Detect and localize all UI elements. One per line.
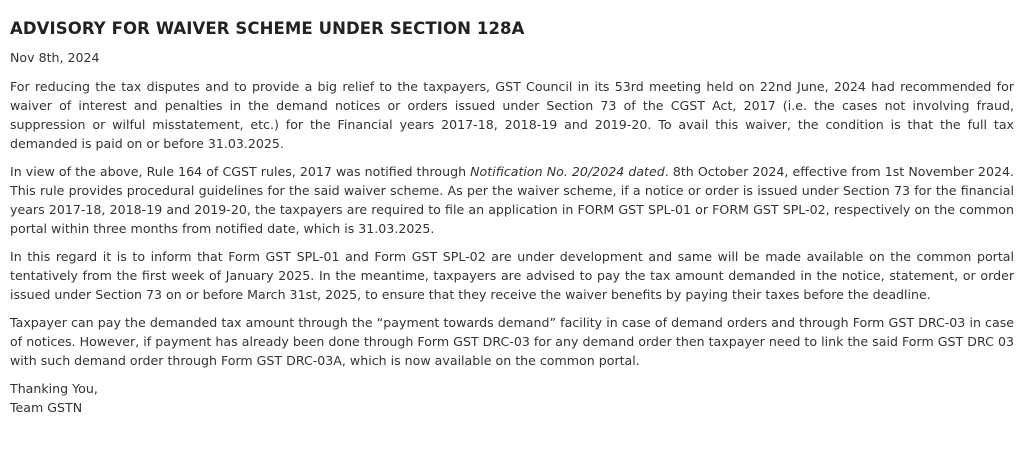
- paragraph-rule-164-intro: In view of the above, Rule 164 of CGST rules, 2017 was notified through: [10, 164, 471, 179]
- closing-line: Thanking You,: [10, 381, 98, 396]
- signature-line: Team GSTN: [10, 400, 83, 415]
- advisory-title: ADVISORY FOR WAIVER SCHEME UNDER SECTION 128A: [10, 19, 525, 38]
- paragraph-rule-164-body: . 8th October 2024, effective from 1st November 2024. This rule provides procedural guidelines for the said waiver scheme. As per the waiver scheme, if a notice or order is issued under Section 73 for the financial years 2017-18, 2018-19 and 2019-20, the taxpayers are required to file an application in FORM GST SPL-01 or FORM GST SPL-02, respectively on the common portal within three months from notified date, which is 31.03.2025.: [10, 164, 1014, 236]
- paragraph-rule-164: [10, 162, 1014, 238]
- paragraph-form-development: In this regard it is to inform that Form GST SPL-01 and Form GST SPL-02 are under development and same will be made available on the common portal tentatively from the first week of January 2025. In the meantime, taxpayers are advised to pay the tax amount demanded in the notice, statement, or order issued under Section 73 on or before March 31st, 2025, to ensure that they receive the waiver benefits by paying their taxes before the deadline.: [10, 249, 1014, 302]
- advisory-date: Nov 8th, 2024: [10, 50, 100, 65]
- paragraph-payment-facility: Taxpayer can pay the demanded tax amount through the “payment towards demand” facility in case of demand orders and through Form GST DRC-03 in case of notices. However, if payment has already been done through Form GST DRC-03 for any demand order then taxpayer need to link the said Form GST DRC 03 with such demand order through Form GST DRC-03A, which is now available on the common portal.: [10, 315, 1014, 368]
- paragraph-waiver-recommendation: For reducing the tax disputes and to provide a big relief to the taxpayers, GST Council in its 53rd meeting held on 22nd June, 2024 had recommended for waiver of interest and penalties in the demand notices or orders issued under Section 73 of the CGST Act, 2017 (i.e. the cases not involving fraud, suppression or wilful misstatement, etc.) for the Financial years 2017-18, 2018-19 and 2019-20. To avail this waiver, the condition is that the full tax demanded is paid on or before 31.03.2025.: [10, 79, 1014, 151]
- notification-reference: Notification No. 20/2024 dated: [470, 164, 665, 179]
